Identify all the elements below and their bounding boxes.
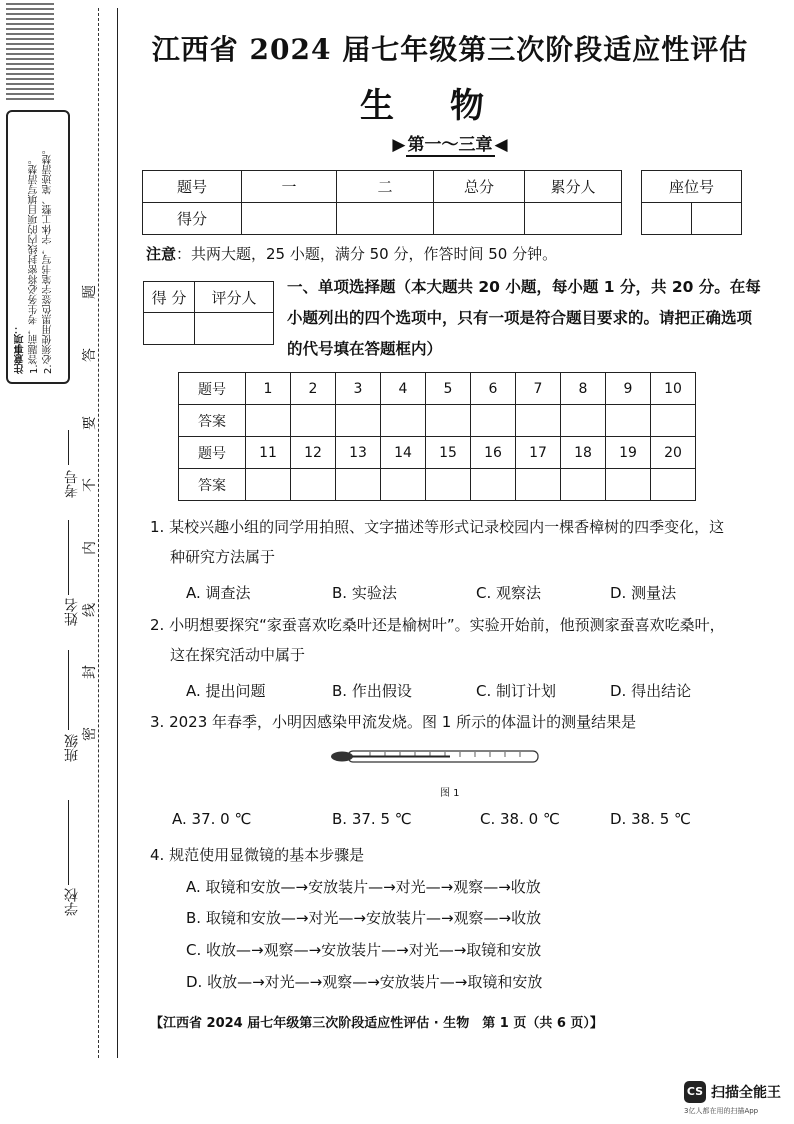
answer-cell: [471, 405, 516, 437]
binding-spiral: [6, 0, 54, 100]
answer-grid-qno-label: 题号: [179, 373, 246, 405]
question-2: [150, 610, 780, 670]
answer-grid-qno: 17: [516, 437, 561, 469]
answer-grid-qno: 18: [561, 437, 606, 469]
section-1-instructions: 一、单项选择题（本大题共 20 小题，每小题 1 分，共 20 分。在每小题列出的四个选项中，只有一项是符合题目要求的。请把正确选项的代号填在答题框内）: [287, 278, 761, 358]
thermometer-figure: [330, 745, 540, 767]
answer-grid-qno: 10: [651, 373, 696, 405]
answer-grid-qno: 20: [651, 437, 696, 469]
camscanner-tagline: 3亿人都在用的扫描App: [684, 1107, 759, 1115]
question-1-option-c: C. 观察法: [476, 584, 542, 602]
seat-cell-1: [642, 203, 692, 235]
question-2-option-c: C. 制订计划: [476, 682, 557, 700]
question-3-stem: 3. 2023 年春季，小明因感染甲流发烧。图 1 所示的体温计的测量结果是: [150, 713, 637, 731]
seal-char-1: 题: [82, 285, 98, 299]
answer-cell: [651, 405, 696, 437]
chapter-arrow-left: ▶: [392, 135, 406, 155]
camscanner-name: 扫描全能王: [711, 1085, 781, 1101]
answer-grid-qno: 19: [606, 437, 651, 469]
seal-char-4: 不: [82, 478, 98, 492]
question-3-option-a: A. 37. 0 ℃: [172, 810, 252, 828]
exam-notice-label: 注意: [146, 245, 177, 263]
name-line: [68, 520, 69, 595]
notice-item-2: 2.必须使用黑色签字笔书写，字体工整、笔迹清楚。: [43, 144, 54, 374]
answer-cell: [516, 469, 561, 501]
exam-no-label: 考号: [64, 470, 80, 498]
grader-name-cell: [195, 313, 274, 345]
notice-title: 注意事项：: [15, 324, 26, 374]
answer-grid-qno: 12: [291, 437, 336, 469]
score-table-col-total: 总分: [434, 171, 525, 203]
answer-grid-row1-numbers: [179, 373, 696, 405]
question-2-option-b: B. 作出假设: [332, 682, 412, 700]
answer-cell: [291, 405, 336, 437]
answer-grid-row2-numbers: [179, 437, 696, 469]
question-1: [150, 512, 780, 572]
margin-line: [117, 8, 118, 1058]
answer-grid-qno: 1: [246, 373, 291, 405]
seal-char-6: 线: [82, 603, 98, 617]
score-table-col-2: 二: [337, 171, 434, 203]
grader-table: [143, 281, 274, 345]
chapter-arrow-right: ◀: [494, 135, 508, 155]
score-table-label-score: 得分: [143, 203, 242, 235]
question-4-option-b: B. 取镜和安放—→对光—→安放装片—→观察—→收放: [186, 909, 542, 927]
exam-notice-text: ：共两大题，25 小题，满分 50 分，作答时间 50 分钟。: [176, 245, 558, 263]
question-2-stem-line2: 这在探究活动中属于: [170, 646, 306, 664]
score-table-col-1: 一: [242, 171, 337, 203]
name-label: 姓名: [64, 598, 80, 626]
class-label: 班级: [64, 734, 80, 762]
answer-grid-qno: 3: [336, 373, 381, 405]
seal-char-8: 密: [82, 727, 98, 741]
answer-grid-qno: 11: [246, 437, 291, 469]
score-cell-total: [434, 203, 525, 235]
answer-grid-row1-answers: [179, 405, 696, 437]
class-line: [68, 650, 69, 730]
answer-cell: [336, 469, 381, 501]
answer-cell: [606, 405, 651, 437]
answer-cell: [426, 405, 471, 437]
chapter-text: 第一～三章: [407, 135, 493, 155]
question-4-stem: 4. 规范使用显微镜的基本步骤是: [150, 846, 365, 864]
answer-cell: [561, 405, 606, 437]
question-4-option-c: C. 收放—→观察—→安放装片—→对光—→取镜和安放: [186, 941, 542, 959]
score-table-col-accumulator: 累分人: [525, 171, 622, 203]
answer-grid-answer-label: 答案: [179, 469, 246, 501]
answer-grid-qno: 8: [561, 373, 606, 405]
question-1-stem-line2: 种研究方法属于: [170, 548, 276, 566]
chapter-range: [150, 130, 750, 155]
exam-no-line: [68, 430, 69, 465]
score-cell-2: [337, 203, 434, 235]
seat-label: 座位号: [642, 171, 742, 203]
seat-cell-2: [692, 203, 742, 235]
answer-cell: [336, 405, 381, 437]
answer-grid: [178, 372, 696, 501]
answer-cell: [606, 469, 651, 501]
question-2-option-d: D. 得出结论: [610, 682, 692, 700]
question-3-option-b: B. 37. 5 ℃: [332, 810, 412, 828]
answer-cell: [561, 469, 606, 501]
school-line: [68, 800, 69, 885]
answer-grid-qno: 5: [426, 373, 471, 405]
page-footer: 【江西省 2024 届七年级第三次阶段适应性评估 · 生物 第 1 页（共 6 页）】: [150, 1016, 603, 1031]
thermometer-bulb: [331, 752, 353, 762]
answer-grid-answer-label: 答案: [179, 405, 246, 437]
school-label: 学校: [64, 888, 80, 916]
exam-title: 江西省 2024 届七年级第三次阶段适应性评估: [151, 33, 749, 66]
question-1-option-d: D. 测量法: [610, 584, 677, 602]
answer-grid-qno: 9: [606, 373, 651, 405]
seal-char-7: 封: [82, 665, 98, 679]
subject-title: 生物: [360, 86, 540, 126]
seal-char-3: 要: [82, 416, 98, 430]
notice-box: [6, 110, 70, 384]
question-4-option-d: D. 收放—→对光—→观察—→安放装片—→取镜和安放: [186, 973, 543, 991]
grader-score-label: 得 分: [144, 282, 195, 313]
answer-grid-qno: 15: [426, 437, 471, 469]
notice-item-1: 1.答题前，考生务必将密封线内的项目填写清楚。: [29, 154, 40, 374]
answer-cell: [426, 469, 471, 501]
question-2-stem-line1: 2. 小明想要探究“家蚕喜欢吃桑叶还是榆树叶”。实验开始前，他预测家蚕喜欢吃桑叶，: [150, 616, 725, 634]
score-cell-accumulator: [525, 203, 622, 235]
score-table: [142, 170, 622, 235]
question-3: [150, 707, 780, 737]
answer-cell: [246, 469, 291, 501]
answer-grid-qno: 7: [516, 373, 561, 405]
question-1-stem-line1: 1. 某校兴趣小组的同学用拍照、文字描述等形式记录校园内一棵香樟树的四季变化，这: [150, 518, 725, 536]
question-3-option-d: D. 38. 5 ℃: [610, 810, 691, 828]
answer-grid-qno: 2: [291, 373, 336, 405]
score-table-label-qno: 题号: [143, 171, 242, 203]
answer-cell: [516, 405, 561, 437]
question-1-option-a: A. 调查法: [186, 584, 251, 602]
score-cell-1: [242, 203, 337, 235]
seal-char-5: 内: [82, 541, 98, 555]
seal-dash-line: [98, 8, 99, 1058]
answer-cell: [291, 469, 336, 501]
answer-grid-qno: 13: [336, 437, 381, 469]
answer-grid-qno-label: 题号: [179, 437, 246, 469]
seal-char-2: 答: [82, 348, 98, 362]
question-3-option-c: C. 38. 0 ℃: [480, 810, 560, 828]
answer-grid-qno: 4: [381, 373, 426, 405]
camscanner-logo-icon: CS: [684, 1081, 706, 1103]
grader-score-cell: [144, 313, 195, 345]
question-4-option-a: A. 取镜和安放—→安放装片—→对光—→观察—→收放: [186, 878, 541, 896]
answer-grid-qno: 16: [471, 437, 516, 469]
notice-box-text: [14, 120, 60, 374]
answer-cell: [381, 405, 426, 437]
seat-table: [641, 170, 742, 235]
grader-name-label: 评分人: [195, 282, 274, 313]
exam-notice: [146, 243, 557, 264]
question-2-option-a: A. 提出问题: [186, 682, 266, 700]
question-4: [150, 840, 780, 870]
answer-cell: [471, 469, 516, 501]
answer-grid-qno: 6: [471, 373, 516, 405]
figure-1-caption: 图 1: [440, 788, 460, 799]
question-1-option-b: B. 实验法: [332, 584, 397, 602]
answer-cell: [381, 469, 426, 501]
answer-cell: [246, 405, 291, 437]
answer-grid-qno: 14: [381, 437, 426, 469]
answer-grid-row2-answers: [179, 469, 696, 501]
answer-cell: [651, 469, 696, 501]
